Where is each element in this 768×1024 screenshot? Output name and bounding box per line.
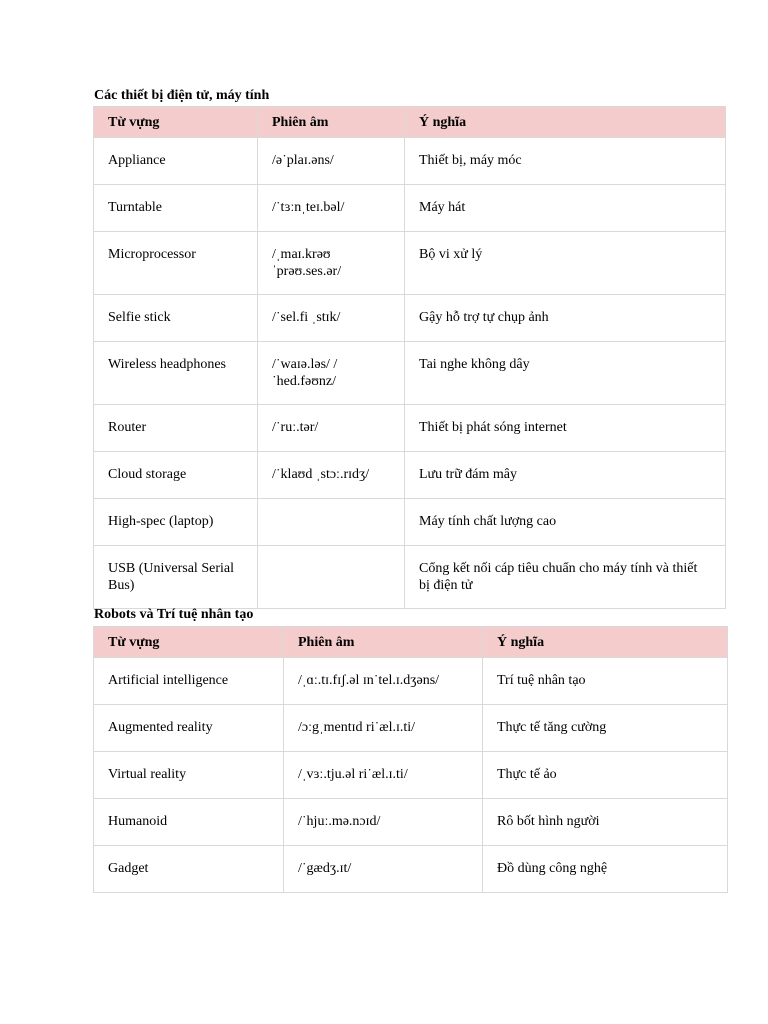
column-header-word: Từ vựng bbox=[94, 107, 258, 138]
meaning-cell: Cổng kết nối cáp tiêu chuẩn cho máy tính và thiết bị điện tử bbox=[405, 546, 726, 609]
meaning-cell: Máy tính chất lượng cao bbox=[405, 499, 726, 546]
ipa-cell: /ˌvɜː.tju.əl ri˙æl.ɪ.ti/ bbox=[284, 752, 483, 799]
word-cell: High-spec (laptop) bbox=[94, 499, 258, 546]
word-cell: Cloud storage bbox=[94, 452, 258, 499]
meaning-cell: Máy hát bbox=[405, 185, 726, 232]
table-row bbox=[94, 799, 728, 846]
ipa-cell: /ˌɑː.tɪ.fɪʃ.əl ɪn˙tel.ɪ.dʒəns/ bbox=[284, 658, 483, 705]
section-title-robots-ai: Robots và Trí tuệ nhân tạo bbox=[94, 607, 254, 622]
ipa-cell bbox=[258, 546, 405, 609]
meaning-cell: Thiết bị, máy móc bbox=[405, 138, 726, 185]
ipa-cell: /˙klaʊd ˌstɔː.rɪdʒ/ bbox=[258, 452, 405, 499]
table-row bbox=[94, 658, 728, 705]
meaning-cell: Thực tế ảo bbox=[483, 752, 728, 799]
word-cell: Artificial intelligence bbox=[94, 658, 284, 705]
ipa-cell: /˙tɜːnˌteɪ.bəl/ bbox=[258, 185, 405, 232]
word-cell: Wireless headphones bbox=[94, 342, 258, 405]
table-row bbox=[94, 846, 728, 893]
table-row bbox=[94, 138, 726, 185]
column-header-ipa: Phiên âm bbox=[284, 627, 483, 658]
ipa-cell: /˙sel.fi ˌstɪk/ bbox=[258, 295, 405, 342]
word-cell: Augmented reality bbox=[94, 705, 284, 752]
word-cell: USB (Universal Serial Bus) bbox=[94, 546, 258, 609]
ipa-cell: /˙gædʒ.ɪt/ bbox=[284, 846, 483, 893]
table-row bbox=[94, 546, 726, 609]
meaning-cell: Bộ vi xử lý bbox=[405, 232, 726, 295]
column-header-meaning: Ý nghĩa bbox=[405, 107, 726, 138]
column-header-meaning: Ý nghĩa bbox=[483, 627, 728, 658]
meaning-cell: Lưu trữ đám mây bbox=[405, 452, 726, 499]
meaning-cell: Đồ dùng công nghệ bbox=[483, 846, 728, 893]
table-row bbox=[94, 232, 726, 295]
ipa-cell bbox=[258, 499, 405, 546]
word-cell: Microprocessor bbox=[94, 232, 258, 295]
meaning-cell: Rô bốt hình người bbox=[483, 799, 728, 846]
meaning-cell: Gậy hỗ trợ tự chụp ảnh bbox=[405, 295, 726, 342]
table-row bbox=[94, 499, 726, 546]
ipa-cell: /˙ruː.tər/ bbox=[258, 405, 405, 452]
table-row bbox=[94, 705, 728, 752]
column-header-word: Từ vựng bbox=[94, 627, 284, 658]
table-header-row bbox=[94, 107, 726, 138]
meaning-cell: Thiết bị phát sóng internet bbox=[405, 405, 726, 452]
table-row bbox=[94, 185, 726, 232]
table-row bbox=[94, 342, 726, 405]
section-title-electronics: Các thiết bị điện tử, máy tính bbox=[94, 88, 270, 103]
word-cell: Virtual reality bbox=[94, 752, 284, 799]
word-cell: Appliance bbox=[94, 138, 258, 185]
meaning-cell: Trí tuệ nhân tạo bbox=[483, 658, 728, 705]
word-cell: Humanoid bbox=[94, 799, 284, 846]
word-cell: Gadget bbox=[94, 846, 284, 893]
word-cell: Turntable bbox=[94, 185, 258, 232]
vocab-table-electronics bbox=[93, 106, 726, 609]
word-cell: Router bbox=[94, 405, 258, 452]
table-row bbox=[94, 405, 726, 452]
meaning-cell: Tai nghe không dây bbox=[405, 342, 726, 405]
ipa-cell: /ə˙plaɪ.əns/ bbox=[258, 138, 405, 185]
vocab-table-robots-ai bbox=[93, 626, 728, 893]
table-row bbox=[94, 295, 726, 342]
ipa-cell: /ɔːgˌmentɪd ri˙æl.ɪ.ti/ bbox=[284, 705, 483, 752]
meaning-cell: Thực tế tăng cường bbox=[483, 705, 728, 752]
ipa-cell: /˙waɪə.ləs/ /˙hed.fəʊnz/ bbox=[258, 342, 405, 405]
ipa-cell: /ˌmaɪ.krəʊ ˈprəʊ.ses.ər/ bbox=[258, 232, 405, 295]
table-header-row bbox=[94, 627, 728, 658]
table-row bbox=[94, 452, 726, 499]
table-row bbox=[94, 752, 728, 799]
word-cell: Selfie stick bbox=[94, 295, 258, 342]
ipa-cell: /˙hjuː.mə.nɔɪd/ bbox=[284, 799, 483, 846]
column-header-ipa: Phiên âm bbox=[258, 107, 405, 138]
